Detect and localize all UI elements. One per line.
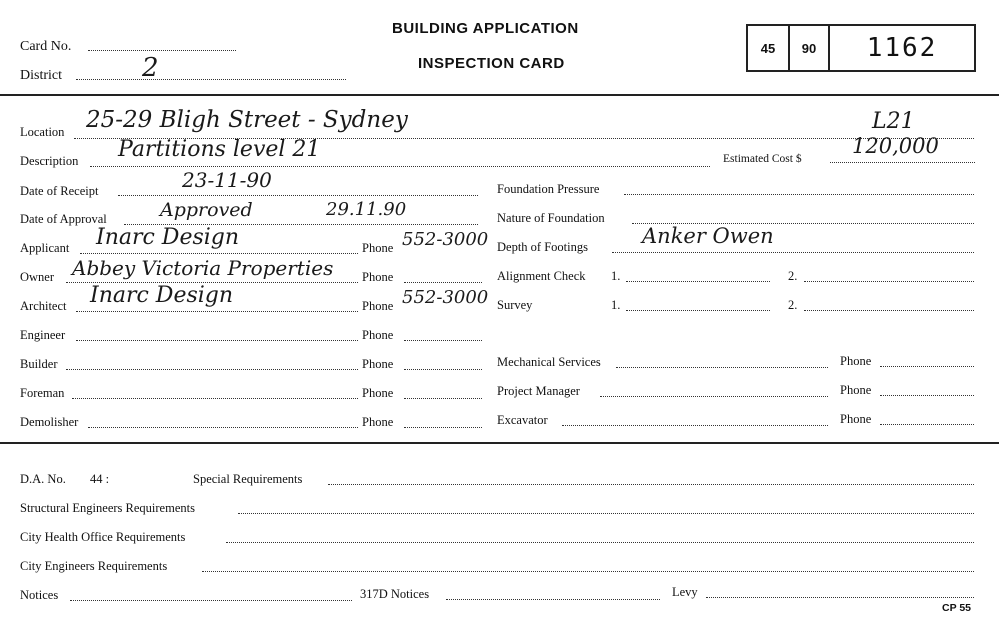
mechanical-services-phone-field[interactable]: [880, 366, 974, 367]
project-manager-label: Project Manager: [497, 384, 580, 398]
alignment-check-field2[interactable]: [804, 281, 974, 282]
project-manager-field[interactable]: [600, 396, 828, 397]
date-of-receipt-field[interactable]: [118, 195, 478, 196]
nature-of-foundation-label: Nature of Foundation: [497, 211, 605, 225]
architect-phone-value: 552-3000: [402, 287, 489, 308]
owner-phone-label: Phone: [362, 270, 394, 284]
excavator-label: Excavator: [497, 413, 548, 427]
foundation-pressure-label: Foundation Pressure: [497, 182, 600, 196]
mechanical-services-label: Mechanical Services: [497, 355, 601, 369]
architect-value: Inarc Design: [90, 283, 234, 308]
excavator-phone-field[interactable]: [880, 424, 974, 425]
mechanical-services-phone-label: Phone: [840, 354, 872, 368]
applicant-label: Applicant: [20, 241, 70, 255]
levy-field[interactable]: [706, 597, 974, 598]
applicant-phone-value: 552-3000: [402, 229, 489, 250]
da-no-value: 44 :: [90, 472, 110, 486]
card-code-90: 90: [790, 26, 830, 70]
card-no-label: Card No.: [20, 39, 72, 54]
survey-field2[interactable]: [804, 310, 974, 311]
header-divider: [0, 94, 999, 96]
da-no-label: D.A. No.: [20, 472, 66, 486]
estimated-cost-value: 120,000: [852, 134, 939, 158]
owner-phone-field[interactable]: [404, 282, 482, 283]
architect-phone-label: Phone: [362, 299, 394, 313]
description-value: Partitions level 21: [118, 137, 321, 162]
survey-num2: 2.: [788, 298, 798, 312]
card-no-field[interactable]: [88, 50, 236, 51]
survey-label: Survey: [497, 298, 533, 312]
demolisher-phone-label: Phone: [362, 415, 394, 429]
builder-phone-label: Phone: [362, 357, 394, 371]
foreman-label: Foreman: [20, 386, 65, 400]
engineer-field[interactable]: [76, 340, 358, 341]
structural-requirements-label: Structural Engineers Requirements: [20, 501, 195, 515]
location-value: 25-29 Bligh Street - Sydney: [86, 107, 408, 133]
date-of-approval-status: Approved: [160, 199, 253, 221]
survey-field1[interactable]: [626, 310, 770, 311]
location-label: Location: [20, 125, 65, 139]
engineer-phone-label: Phone: [362, 328, 394, 342]
applicant-value: Inarc Design: [96, 225, 240, 250]
foundation-pressure-field[interactable]: [624, 194, 974, 195]
alignment-check-num1: 1.: [611, 269, 621, 283]
owner-label: Owner: [20, 270, 55, 284]
foreman-phone-label: Phone: [362, 386, 394, 400]
notices-field[interactable]: [70, 600, 352, 601]
owner-value: Abbey Victoria Properties: [72, 256, 334, 280]
demolisher-field[interactable]: [88, 427, 358, 428]
depth-of-footings-value: Anker Owen: [642, 224, 774, 248]
architect-field[interactable]: [76, 311, 358, 312]
notices-label: Notices: [20, 588, 59, 602]
alignment-check-num2: 2.: [788, 269, 798, 283]
health-requirements-field[interactable]: [226, 542, 974, 543]
form-code: CP 55: [942, 602, 971, 614]
card-number: 1162: [866, 33, 938, 63]
notices-317d-label: 317D Notices: [360, 587, 430, 601]
district-field[interactable]: [76, 79, 346, 80]
levy-label: Levy: [672, 585, 698, 599]
district-label: District: [20, 68, 62, 83]
applicant-phone-label: Phone: [362, 241, 394, 255]
project-manager-phone-label: Phone: [840, 383, 872, 397]
builder-phone-field[interactable]: [404, 369, 482, 370]
date-of-receipt-value: 23-11-90: [182, 168, 272, 192]
mechanical-services-field[interactable]: [616, 367, 828, 368]
survey-num1: 1.: [611, 298, 621, 312]
date-of-approval-date: 29.11.90: [326, 199, 407, 220]
special-requirements-label: Special Requirements: [193, 472, 303, 486]
section-divider: [0, 442, 999, 444]
depth-of-footings-label: Depth of Footings: [497, 240, 588, 254]
city-engineers-requirements-label: City Engineers Requirements: [20, 559, 168, 573]
alignment-check-label: Alignment Check: [497, 269, 586, 283]
form-title-line2: INSPECTION CARD: [418, 55, 565, 72]
architect-label: Architect: [20, 299, 67, 313]
location-suffix: L21: [872, 109, 915, 134]
form-title-line1: BUILDING APPLICATION: [392, 20, 579, 37]
health-requirements-label: City Health Office Requirements: [20, 530, 186, 544]
structural-requirements-field[interactable]: [238, 513, 974, 514]
card-code-45: 45: [748, 26, 790, 70]
estimated-cost-label: Estimated Cost $: [723, 153, 802, 165]
excavator-field[interactable]: [562, 425, 828, 426]
estimated-cost-field[interactable]: [830, 162, 975, 163]
district-value: 2: [142, 53, 159, 83]
applicant-field[interactable]: [80, 253, 358, 254]
special-requirements-field[interactable]: [328, 484, 974, 485]
description-field[interactable]: [90, 166, 710, 167]
engineer-label: Engineer: [20, 328, 66, 342]
alignment-check-field1[interactable]: [626, 281, 770, 282]
excavator-phone-label: Phone: [840, 412, 872, 426]
city-engineers-requirements-field[interactable]: [202, 571, 974, 572]
project-manager-phone-field[interactable]: [880, 395, 974, 396]
foreman-field[interactable]: [72, 398, 358, 399]
builder-field[interactable]: [66, 369, 358, 370]
notices-317d-field[interactable]: [446, 599, 660, 600]
card-number-box: [746, 24, 976, 72]
demolisher-phone-field[interactable]: [404, 427, 482, 428]
depth-of-footings-field[interactable]: [612, 252, 974, 253]
description-label: Description: [20, 154, 79, 168]
date-of-receipt-label: Date of Receipt: [20, 184, 99, 198]
date-of-approval-label: Date of Approval: [20, 212, 107, 226]
foreman-phone-field[interactable]: [404, 398, 482, 399]
engineer-phone-field[interactable]: [404, 340, 482, 341]
builder-label: Builder: [20, 357, 58, 371]
demolisher-label: Demolisher: [20, 415, 79, 429]
